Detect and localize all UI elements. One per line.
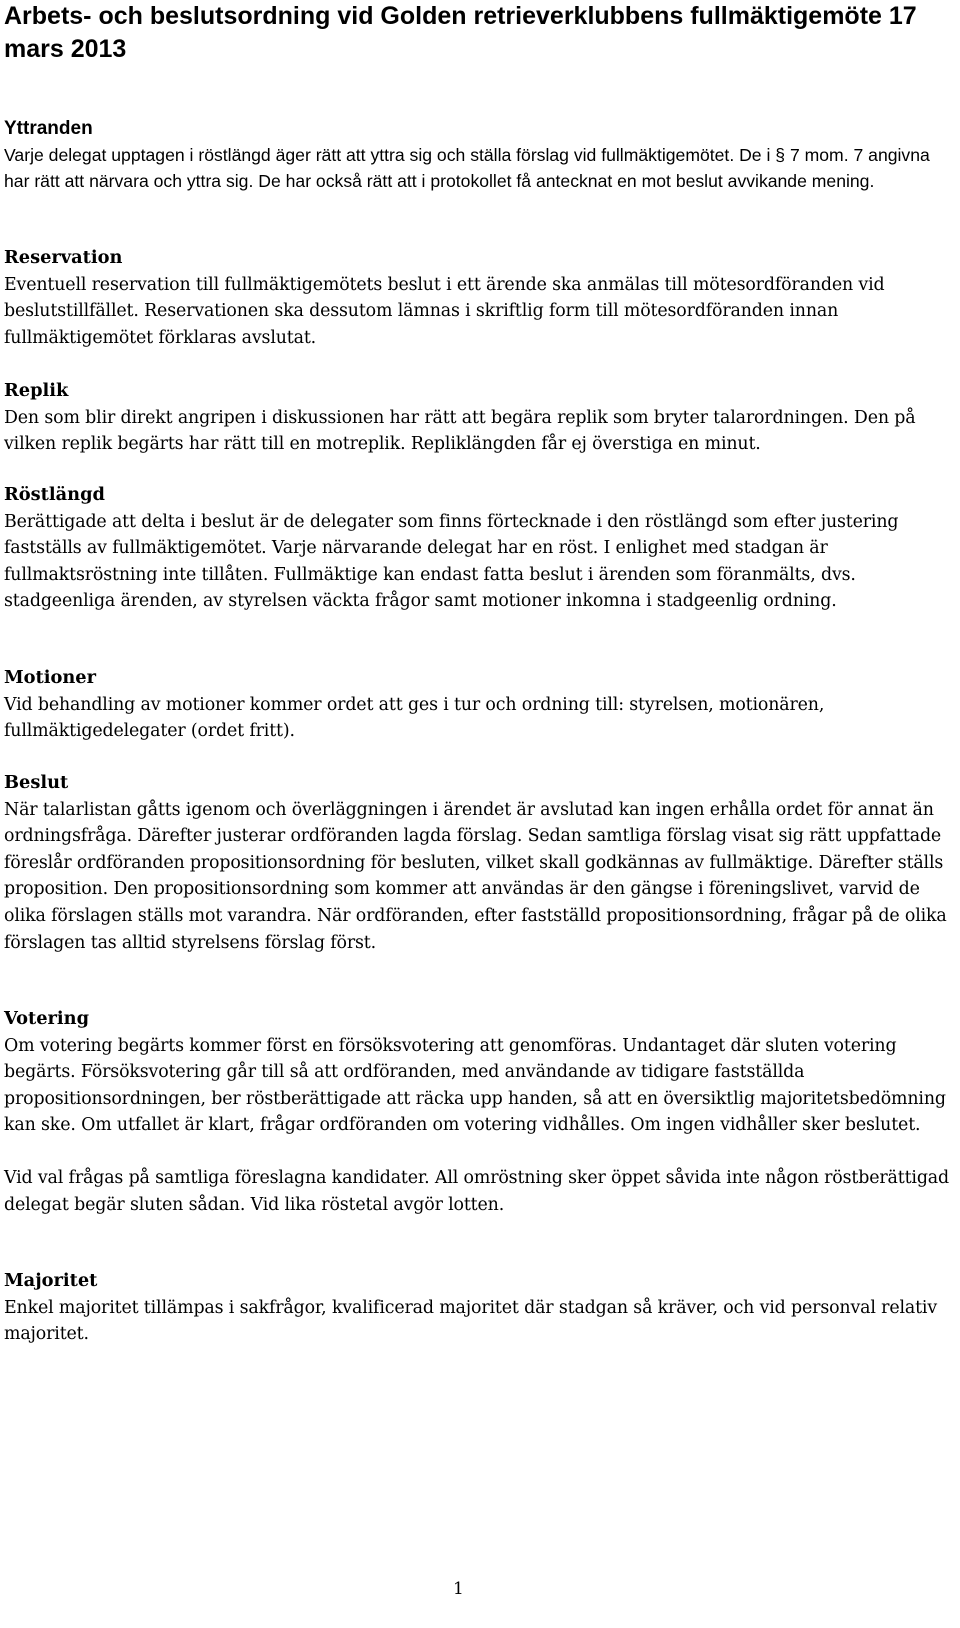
section-heading: Reservation (4, 247, 123, 268)
section-body: Berättigade att delta i beslut är de delegater som finns förtecknade i den röstlängd som efter justering fastställs av fullmäktigemötet. Varje närvarande delegat har en röst. I enlighet med stadgan är fullmaktsröstning inte tillåten. Fullmäktige kan endast fatta beslut i ärenden som föranmälts, dvs. stadgeenliga ärenden, av styrelsen väckta frågor samt motioner inkomna i stadgeenlig ordning. (4, 511, 899, 612)
section-body: Varje delegat upptagen i röstlängd äger rätt att yttra sig och ställa förslag vid fullmäktigemötet. De i § 7 mom. 7 angivna har rätt att närvara och yttra sig. De har också rätt att i protokollet få antecknat en mot beslut avvikande mening. (4, 145, 930, 191)
section-motioner (4, 665, 954, 745)
section-body: Vid behandling av motioner kommer ordet att ges i tur och ordning till: styrelsen, motionären, fullmäktigedelegater (ordet fritt). (4, 694, 825, 742)
section-majoritet (4, 1268, 954, 1348)
section-heading: Votering (4, 1008, 90, 1029)
section-votering (4, 1006, 954, 1218)
section-heading: Replik (4, 380, 69, 401)
section-body: Eventuell reservation till fullmäktigemötets beslut i ett ärende ska anmälas till mötesordföranden vid beslutstillfället. Reservationen ska dessutom lämnas i skriftlig form till mötesordföranden innan fullmäktigemötet förklaras avslutat. (4, 274, 885, 348)
section-replik (4, 378, 954, 458)
section-reservation (4, 245, 954, 351)
section-heading: Beslut (4, 772, 69, 793)
section-heading: Motioner (4, 667, 96, 688)
section-heading: Majoritet (4, 1270, 98, 1291)
section-heading: Röstlängd (4, 484, 105, 505)
section-body: Om votering begärts kommer först en försöksvotering att genomföras. Undantaget där sluten votering begärts. Försöksvotering går till så att ordföranden, med användande av tidigare fastställda propositionsordningen, ber röstberättigade att räcka upp handen, så att en översiktlig majoritetsbedömning kan ske. Om utfallet är klart, frågar ordföranden om votering vidhålles. Om ingen vidhåller sker beslutet. (4, 1035, 946, 1136)
section-body-secondary: Vid val frågas på samtliga föreslagna kandidater. All omröstning sker öppet såvida inte någon röstberättigad delegat begär sluten sådan. Vid lika röstetal avgör lotten. (4, 1167, 949, 1215)
section-yttranden (4, 116, 954, 194)
section-body: Enkel majoritet tillämpas i sakfrågor, kvalificerad majoritet där stadgan så kräver, och vid personval relativ majoritet. (4, 1297, 938, 1345)
section-body: Den som blir direkt angripen i diskussionen har rätt att begära replik som bryter talarordningen. Den på vilken replik begärts har rätt till en motreplik. Repliklängden får ej överstiga en minut. (4, 407, 916, 455)
page-number: 1 (453, 1579, 464, 1599)
section-beslut (4, 770, 954, 956)
section-heading: Yttranden (4, 118, 93, 139)
document-title: Arbets- och beslutsordning vid Golden retrieverklubbens fullmäktigemöte 17 mars 2013 (4, 2, 917, 63)
section-rostlangd (4, 482, 954, 615)
section-body: När talarlistan gåtts igenom och överläggningen i ärendet är avslutad kan ingen erhålla ordet för annat än ordningsfråga. Därefter justerar ordföranden lagda förslag. Sedan samtliga förslag visat sig rätt uppfattade föreslår ordföranden propositionsordning för besluten, vilket skall godkännas av fullmäktige. Därefter ställs proposition. Den propositionsordning som kommer att användas är den gängse i föreningslivet, varvid de olika förslagen ställs mot varandra. När ordföranden, efter fastställd propositionsordning, frågar på de olika förslagen tas alltid styrelsens förslag först. (4, 799, 947, 953)
